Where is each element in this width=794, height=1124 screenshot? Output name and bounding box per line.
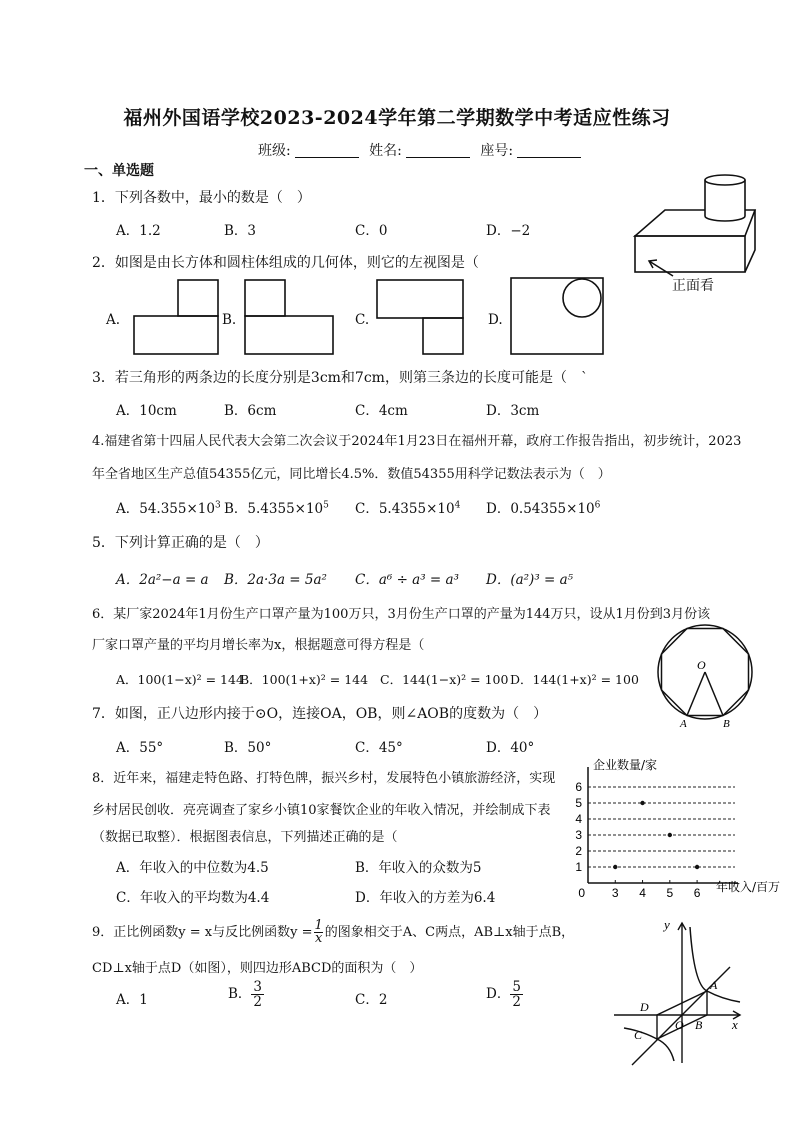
- q3-stem: 3．若三角形的两条边的长度分别是3cm和7cm，则第三条边的长度可能是（ `: [92, 370, 588, 386]
- q9-option-d-num: 5: [512, 979, 521, 995]
- chart-y-tick-label: 5: [575, 796, 582, 810]
- q2-stem: 2．如图是由长方体和圆柱体组成的几何体，则它的左视图是（: [92, 255, 479, 271]
- q8-stem-line1: 8．近年来，福建走特色路、打特色牌，振兴乡村，发展特色小镇旅游经济，实现: [92, 771, 556, 786]
- q4-stem-line1: 4.福建省第十四届人民代表大会第二次会议于2024年1月23日在福州开幕，政府工作报告指出，初步统计，2023: [92, 434, 742, 449]
- q9-option-d-frac: [510, 980, 523, 1009]
- q6-option-c[interactable]: C．144(1−x)² = 100: [380, 672, 509, 687]
- q9-label-y: y: [664, 917, 670, 932]
- q7-octagon-figure: [655, 620, 755, 730]
- page-title: 福州外国语学校2023-2024学年第二学期数学中考适应性练习: [123, 107, 671, 129]
- name-blank[interactable]: [406, 143, 470, 158]
- q4-option-b[interactable]: [224, 497, 329, 517]
- seat-blank[interactable]: [517, 143, 581, 158]
- chart-point: [640, 801, 644, 805]
- q6-stem-line1: 6．某厂家2024年1月份生产口罩产量为100万只，3月份生产口罩的产量为144万只，设从1月份到3月份该: [92, 607, 711, 622]
- q9-option-b-num: 3: [253, 979, 263, 995]
- q7-label-b: B: [723, 718, 730, 730]
- q9-option-b-frac: [251, 980, 264, 1009]
- q9-fraction-den: x: [314, 931, 323, 946]
- q9-label-c: C: [634, 1028, 643, 1042]
- q3-option-a[interactable]: A．10cm: [116, 403, 177, 419]
- q6-stem-line2: 厂家口罩产量的平均月增长率为x，根据题意可得方程是（: [92, 638, 425, 653]
- q4-option-b-text: B．5.4355×10: [224, 501, 324, 517]
- q2-option-a-figure[interactable]: [130, 278, 220, 358]
- q6-option-b[interactable]: B．100(1+x)² = 144: [240, 672, 369, 687]
- q1-option-c[interactable]: C．0: [355, 223, 388, 239]
- q2-option-b-figure[interactable]: [242, 278, 337, 358]
- q9-option-d[interactable]: [486, 980, 523, 1009]
- q9-option-d-den: 2: [512, 994, 521, 1010]
- q9-stem-part2: 的图象相交于A、C两点，AB⊥x轴于点B，: [324, 925, 575, 940]
- q4-option-c-exp: 4: [454, 500, 461, 511]
- q5-option-c[interactable]: C．a⁶ ÷ a³ = a³: [355, 572, 459, 588]
- q9-label-o: O: [675, 1018, 684, 1032]
- chart-y-tick-label: 6: [575, 780, 582, 794]
- q4-option-c-text: C．5.4355×10: [355, 501, 455, 517]
- q7-label-o: O: [697, 658, 706, 672]
- q9-label-b: B: [695, 1018, 703, 1032]
- q8-stem-line3: （数据已取整）．根据图表信息，下列描述正确的是（: [92, 830, 398, 845]
- chart-point: [695, 865, 699, 869]
- chart-x-tick-label: 5: [666, 886, 674, 900]
- chart-y-tick-label: 4: [575, 812, 582, 826]
- q1-option-b[interactable]: B．3: [224, 223, 257, 239]
- q9-option-d-label: D．: [486, 986, 511, 1002]
- q9-function-graph: [612, 915, 752, 1065]
- q8-stem-line2: 乡村居民创收．亮亮调查了家乡小镇10家餐饮企业的年收入情况，并绘制成下表: [92, 803, 551, 818]
- q3-option-d[interactable]: D．3cm: [486, 403, 540, 419]
- q2-option-a[interactable]: A.: [106, 312, 121, 328]
- q9-label-a: A: [710, 978, 718, 992]
- chart-y-tick-label: 2: [575, 844, 582, 858]
- q7-option-c[interactable]: C．45°: [355, 740, 403, 756]
- chart-grid: [588, 787, 735, 867]
- q8-option-b[interactable]: B．年收入的众数为5: [355, 860, 482, 876]
- q4-stem-line2: 年全省地区生产总值54355亿元，同比增长4.5%．数值54355用科学记数法表示为（ ）: [92, 467, 611, 482]
- q7-option-b[interactable]: B．50°: [224, 740, 272, 756]
- chart-point: [668, 833, 672, 837]
- q3-option-c[interactable]: C．4cm: [355, 403, 408, 419]
- q9-fraction: [314, 920, 322, 945]
- student-info-line: [258, 140, 587, 160]
- q4-option-a-exp: 3: [214, 500, 221, 511]
- q4-option-a-text: A．54.355×10: [116, 501, 215, 517]
- q7-option-d[interactable]: D．40°: [486, 740, 535, 756]
- q9-stem-part1: 9．正比例函数y = x与反比例函数y =: [92, 925, 313, 940]
- q5-option-a[interactable]: A．2a²−a = a: [116, 572, 209, 588]
- chart-x-tick-label: 4: [639, 886, 646, 900]
- class-label: 班级:: [258, 143, 291, 159]
- q9-option-b[interactable]: [228, 980, 264, 1009]
- q8-option-d[interactable]: D．年收入的方差为6.4: [355, 890, 496, 906]
- q4-option-d-exp: 6: [594, 500, 601, 511]
- q4-option-b-exp: 5: [323, 500, 329, 511]
- q1-stem: 1．下列各数中，最小的数是（ ）: [92, 190, 311, 206]
- q2-option-c[interactable]: C.: [355, 312, 370, 328]
- q9-label-x: x: [732, 1017, 738, 1032]
- chart-origin-label: 0: [578, 886, 585, 900]
- q6-option-d[interactable]: D．144(1+x)² = 100: [510, 672, 639, 687]
- chart-x-label: 年收入/百万: [716, 880, 781, 894]
- chart-point: [613, 865, 617, 869]
- chart-x-tick-label: 3: [611, 886, 619, 900]
- class-blank[interactable]: [295, 143, 359, 158]
- q4-option-d-text: D．0.54355×10: [486, 501, 595, 517]
- front-view-label: 正面看: [672, 278, 714, 294]
- seat-label: 座号:: [480, 143, 514, 159]
- q2-option-d-figure[interactable]: [508, 276, 608, 358]
- chart-y-label: 企业数量/家: [593, 758, 658, 772]
- q8-option-a[interactable]: A．年收入的中位数为4.5: [116, 860, 269, 876]
- q9-option-b-label: B．: [228, 986, 252, 1002]
- q2-option-b[interactable]: B.: [222, 312, 237, 328]
- q2-option-d[interactable]: D.: [488, 312, 503, 328]
- q2-option-c-figure[interactable]: [374, 278, 469, 358]
- q4-option-c[interactable]: [355, 497, 460, 517]
- q7-option-a[interactable]: A．55°: [116, 740, 164, 756]
- q5-stem: 5．下列计算正确的是（ ）: [92, 535, 269, 551]
- q9-fraction-num: 1: [314, 918, 323, 933]
- chart-y-tick-label: 1: [575, 860, 582, 874]
- chart-y-tick-label: 3: [575, 828, 582, 842]
- q9-label-d: D: [640, 1000, 649, 1014]
- q9-option-c[interactable]: C．2: [355, 992, 388, 1008]
- q9-option-a[interactable]: A．1: [116, 992, 148, 1008]
- q1-option-a[interactable]: A．1.2: [116, 223, 161, 239]
- chart-x-tick-label: 6: [693, 886, 701, 900]
- chart-y-ticks: [575, 780, 582, 874]
- name-label: 姓名:: [369, 143, 402, 159]
- q8-income-chart: [560, 755, 792, 900]
- q9-option-b-den: 2: [253, 994, 263, 1010]
- q1-option-d[interactable]: D．−2: [486, 223, 531, 239]
- q9-stem-line1: [92, 920, 574, 945]
- q4-option-a[interactable]: [116, 497, 221, 517]
- q3-option-b[interactable]: B．6cm: [224, 403, 277, 419]
- section-heading: 一、单选题: [84, 163, 154, 179]
- chart-points: [613, 801, 699, 869]
- q5-option-b[interactable]: B．2a·3a = 5a²: [224, 572, 327, 588]
- q7-stem: 7．如图，正八边形内接于⊙O，连接OA，OB，则∠AOB的度数为（ ）: [92, 706, 548, 722]
- q7-label-a: A: [680, 718, 687, 730]
- q9-stem-line2: CD⊥x轴于点D（如图），则四边形ABCD的面积为（ ）: [92, 961, 423, 976]
- q6-option-a[interactable]: A．100(1−x)² = 144: [116, 672, 244, 687]
- q5-option-d[interactable]: D．(a²)³ = a⁵: [486, 572, 574, 588]
- q8-option-c[interactable]: C．年收入的平均数为4.4: [116, 890, 270, 906]
- q4-option-d[interactable]: [486, 497, 600, 517]
